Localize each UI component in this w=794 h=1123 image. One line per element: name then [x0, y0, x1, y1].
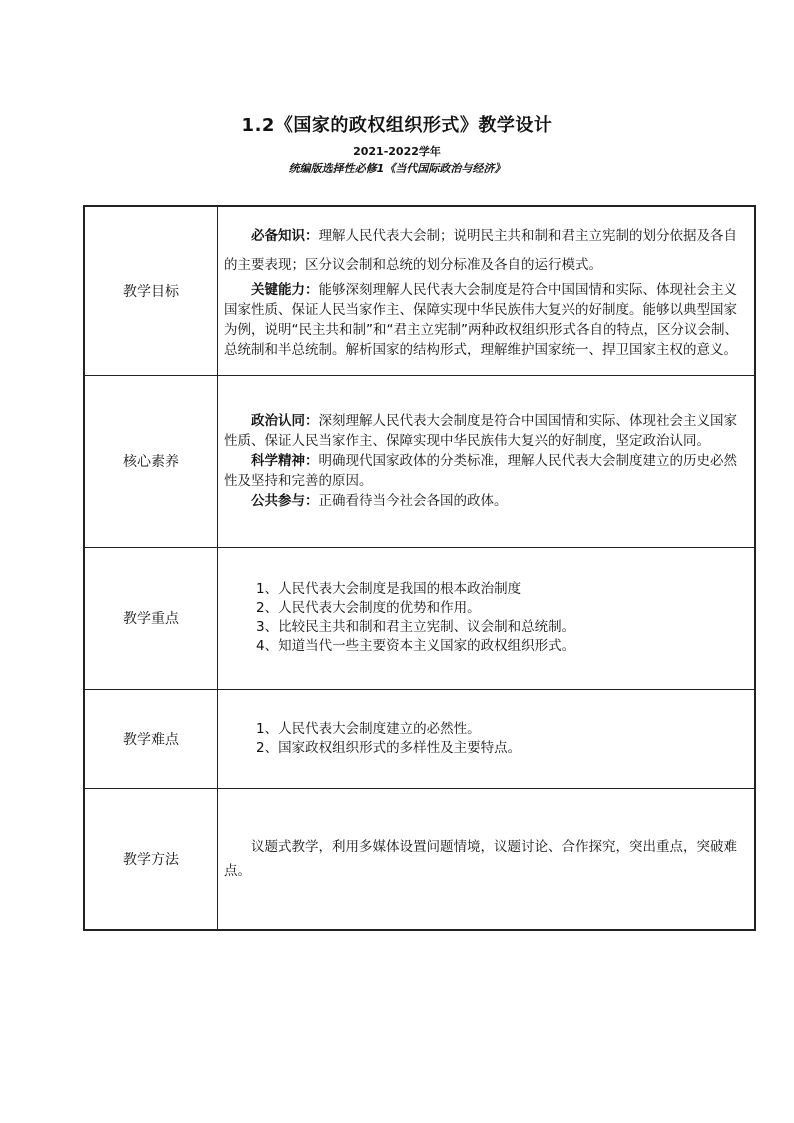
literacy-heading-participation: 公共参与：	[251, 493, 319, 509]
row-content-key-points	[218, 547, 756, 689]
row-content-difficulties	[218, 689, 756, 788]
literacy-text-science: 明确现代国家政体的分类标准，理解人民代表大会制度建立的历史必然性及坚持和完善的原因。	[224, 453, 737, 489]
list-item: 4、知道当代一些主要资本主义国家的政权组织形式。	[256, 638, 576, 654]
literacy-paragraph-science	[224, 451, 744, 491]
list-item: 2、国家政权组织形式的多样性及主要特点。	[256, 739, 522, 756]
goals-text-knowledge: 理解人民代表大会制；说明民主共和制和君主立宪制的划分依据及各自的主要表现；区分议会制和总统的划分标准及各自的运行模式。	[224, 227, 737, 273]
goals-heading-knowledge: 必备知识：	[251, 227, 319, 244]
list-item: 2、人民代表大会制度的优势和作用。	[256, 600, 481, 616]
row-label-difficulties: 教学难点	[84, 689, 218, 788]
textbook-name: 统编版选择性必修1《当代国际政治与经济》	[288, 162, 506, 175]
list-item: 1、人民代表大会制度是我国的根本政治制度	[256, 581, 522, 597]
row-content-literacy	[218, 375, 756, 547]
table-row-key-points	[84, 547, 755, 689]
document-title: 1.2《国家的政权组织形式》教学设计	[241, 115, 553, 136]
row-label-goals: 教学目标	[84, 206, 218, 375]
table-row-goals	[84, 206, 755, 375]
literacy-heading-political: 政治认同：	[251, 413, 319, 429]
literacy-paragraph-participation	[224, 491, 744, 511]
row-label-key-points: 教学重点	[84, 547, 218, 689]
row-label-method: 教学方法	[84, 788, 218, 930]
goals-heading-ability: 关键能力：	[251, 281, 319, 298]
goals-paragraph-ability	[224, 280, 744, 360]
table-row-difficulties	[84, 689, 755, 788]
list-item: 1、人民代表大会制度建立的必然性。	[256, 720, 481, 737]
method-text: 议题式教学，利用多媒体设置问题情境，议题讨论、合作探究，突出重点，突破难点。	[224, 838, 737, 879]
school-year: 2021-2022学年	[353, 145, 441, 158]
literacy-paragraph-political	[224, 411, 744, 451]
row-label-literacy: 核心素养	[84, 375, 218, 547]
literacy-text-participation: 正确看待当今社会各国的政体。	[318, 493, 508, 509]
goals-paragraph-knowledge	[224, 222, 744, 280]
goals-text-ability: 能够深刻理解人民代表大会制度是符合中国国情和实际、体现社会主义国家性质、保证人民当家作主、保障实现中华民族伟大复兴的好制度。能够以典型国家为例，说明“民主共和制”和“君主立宪制”两种政权组织形式各自的特点，区分议会制、总统制和半总统制。解析国家的结构形式，理解维护国家统一、捍卫国家主权的意义。	[224, 281, 738, 358]
row-content-method	[218, 788, 756, 930]
table-row-method	[84, 788, 755, 930]
literacy-text-political: 深刻理解人民代表大会制度是符合中国国情和实际、体现社会主义国家性质、保证人民当家作主、保障实现中华民族伟大复兴的好制度，坚定政治认同。	[224, 413, 737, 449]
list-item: 3、比较民主共和制和君主立宪制、议会制和总统制。	[256, 619, 576, 635]
literacy-heading-science: 科学精神：	[251, 453, 319, 469]
row-content-goals	[218, 206, 756, 375]
lesson-plan-table	[83, 205, 756, 931]
table-row-literacy	[84, 375, 755, 547]
